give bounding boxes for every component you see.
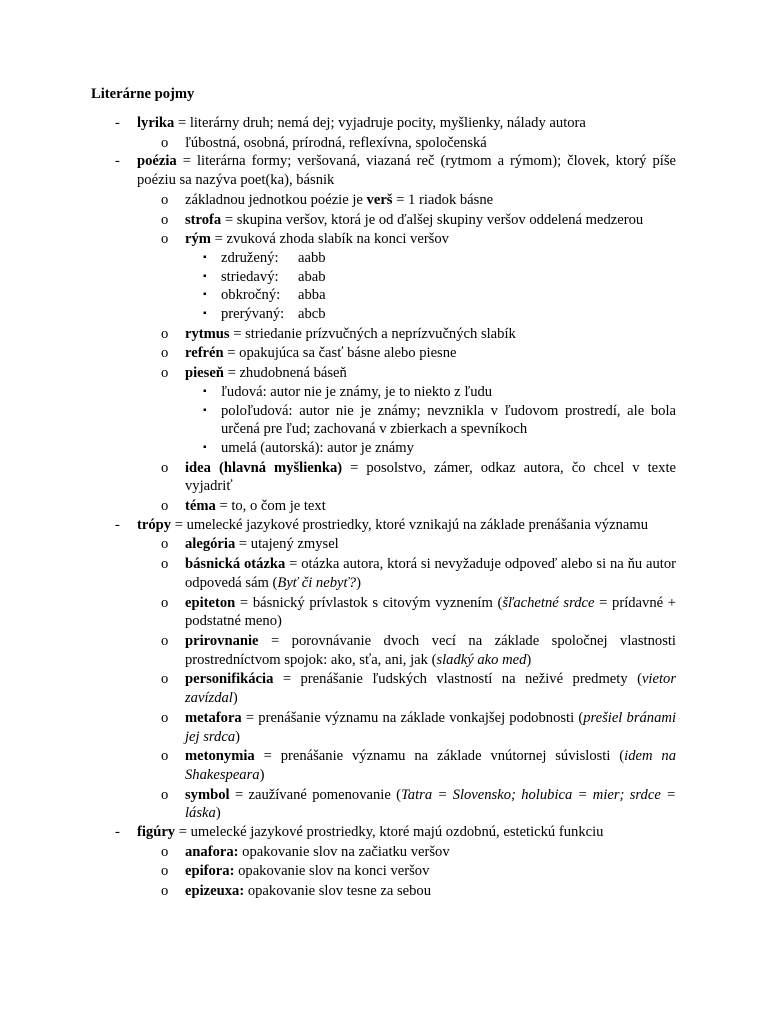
epiteton-definition: = básnický prívlastok s citovým vyznením ( bbox=[235, 594, 503, 611]
otazka-example: Byť či nebyť? bbox=[277, 574, 357, 591]
dash-bullet: - bbox=[115, 516, 120, 533]
page-title: Literárne pojmy bbox=[91, 86, 195, 102]
list-item-personifikacia bbox=[161, 670, 676, 707]
tema-definition: = to, o čom je text bbox=[215, 498, 326, 515]
list-item-rym-type bbox=[203, 268, 676, 287]
strofa-definition: = skupina veršov, ktorá je od ďalšej skupiny veršov oddelená medzerou bbox=[221, 211, 644, 228]
list-item-tema bbox=[161, 497, 676, 516]
piesen-type: ľudová: autor nie je známy, je to niekto z ľudu bbox=[221, 383, 493, 400]
list-item-epizeuxa bbox=[161, 882, 676, 901]
dash-bullet: - bbox=[115, 153, 120, 170]
square-bullet: ▪ bbox=[203, 270, 207, 282]
circle-bullet: o bbox=[161, 883, 169, 900]
list-item-metonymia bbox=[161, 747, 676, 784]
circle-bullet: o bbox=[161, 459, 169, 476]
list-item-rym-type bbox=[203, 305, 676, 324]
list-item-figury bbox=[115, 823, 676, 901]
term-prirovnanie: prirovnanie bbox=[185, 632, 259, 649]
term-rym: rým bbox=[185, 231, 211, 248]
list-item bbox=[161, 134, 676, 153]
personifikacia-definition: = prenášanie ľudských vlastností na neživé predmety ( bbox=[273, 671, 642, 688]
term-basnicka-otazka: básnická otázka bbox=[185, 556, 286, 573]
rym-type-name: striedavý: bbox=[221, 268, 279, 285]
term-epifora: epifora: bbox=[185, 863, 235, 880]
circle-bullet: o bbox=[161, 325, 169, 342]
list-item-piesen-type bbox=[203, 383, 676, 402]
figury-sublist bbox=[161, 843, 676, 901]
circle-bullet: o bbox=[161, 134, 169, 151]
term-epizeuxa: epizeuxa: bbox=[185, 883, 245, 900]
square-bullet: ▪ bbox=[203, 441, 207, 453]
list-item-rym-type bbox=[203, 286, 676, 305]
symbol-definition: = zaužívané pomenovanie ( bbox=[229, 786, 402, 803]
piesen-type: poloľudová: autor nie je známy; nevznikla v ľudovom prostredí, ale bola určená pre ľud; zachovaná v zbierkach a spevníkoch bbox=[221, 402, 676, 438]
vers-definition: = 1 riadok básne bbox=[392, 191, 494, 208]
alegoria-definition: = utajený zmysel bbox=[235, 536, 339, 553]
term-rytmus: rytmus bbox=[185, 325, 230, 342]
terms-list bbox=[115, 114, 676, 901]
lyrika-types: ľúbostná, osobná, prírodná, reflexívna, spoločenská bbox=[185, 134, 487, 151]
list-item-prirovnanie bbox=[161, 632, 676, 669]
list-item-poezia bbox=[115, 152, 676, 515]
epifora-definition: opakovanie slov na konci veršov bbox=[234, 863, 430, 880]
rym-pattern: aabb bbox=[298, 249, 326, 266]
circle-bullet: o bbox=[161, 632, 169, 649]
definition-tropy: = umelecké jazykové prostriedky, ktoré vznikajú na základe prenášania významu bbox=[171, 516, 648, 533]
rym-pattern: abab bbox=[298, 268, 326, 285]
circle-bullet: o bbox=[161, 498, 169, 515]
term-personifikacia: personifikácia bbox=[185, 671, 274, 688]
vers-intro: základnou jednotkou poézie je bbox=[185, 191, 367, 208]
term-epiteton: epiteton bbox=[185, 594, 236, 611]
epiteton-example: šľachetné srdce bbox=[502, 594, 595, 611]
personifikacia-example: vietor zavízdal bbox=[185, 671, 676, 707]
piesen-type: umelá (autorská): autor je známy bbox=[221, 439, 414, 456]
circle-bullet: o bbox=[161, 231, 169, 248]
rytmus-definition: = striedanie prízvučných a neprízvučných slabík bbox=[229, 325, 516, 342]
closing-paren: ) bbox=[259, 766, 265, 783]
list-item-piesen bbox=[161, 364, 676, 458]
term-symbol: symbol bbox=[185, 786, 230, 803]
circle-bullet: o bbox=[161, 671, 169, 688]
definition-poezia: = literárna formy; veršovaná, viazaná reč (rytmom a rýmom); človek, ktorý píše poéziu sa nazýva poet(ka), básnik bbox=[137, 153, 676, 189]
closing-paren: ) bbox=[356, 574, 361, 591]
rym-definition: = zvuková zhoda slabík na konci veršov bbox=[210, 231, 449, 248]
refren-definition: = opakujúca sa časť básne alebo piesne bbox=[223, 345, 457, 362]
metonymia-example: idem na Shakespeara bbox=[185, 748, 676, 783]
dash-bullet: - bbox=[115, 115, 120, 131]
poezia-sublist bbox=[161, 191, 676, 516]
prirovnanie-definition: = porovnávanie dvoch vecí na základe spoločnej vlastnosti prostredníctvom spojok: ako, sťa, ani, jak ( bbox=[185, 632, 676, 668]
otazka-definition: = otázka autora, ktorá si nevyžaduje odpoveď alebo si na ňu autor odpovedá sám ( bbox=[185, 556, 676, 591]
term-idea: idea (hlavná myšlienka) bbox=[185, 459, 343, 476]
square-bullet: ▪ bbox=[203, 404, 207, 416]
closing-paren: ) bbox=[215, 805, 221, 822]
dash-bullet: - bbox=[115, 824, 120, 841]
circle-bullet: o bbox=[161, 556, 169, 573]
closing-paren: ) bbox=[526, 651, 532, 668]
definition-lyrika: = literárny druh; nemá dej; vyjadruje pocity, myšlienky, nálady autora bbox=[174, 115, 586, 131]
rym-type-name: obkročný: bbox=[221, 287, 281, 304]
term-lyrika: lyrika bbox=[137, 115, 175, 131]
term-vers: verš bbox=[366, 191, 393, 208]
circle-bullet: o bbox=[161, 863, 169, 880]
square-bullet: ▪ bbox=[203, 251, 207, 263]
list-item-symbol bbox=[161, 786, 676, 823]
metafora-example: prešiel bránami jej srdca bbox=[185, 709, 676, 745]
list-item-basnicka-otazka bbox=[161, 555, 676, 592]
idea-definition: = posolstvo, zámer, odkaz autora, čo chcel v texte vyjadriť bbox=[185, 459, 676, 495]
closing-paren: ) bbox=[235, 728, 240, 745]
list-item-refren bbox=[161, 344, 676, 363]
list-item-piesen-type bbox=[203, 402, 676, 439]
epizeuxa-definition: opakovanie slov tesne za sebou bbox=[244, 883, 432, 900]
term-poezia: poézia bbox=[137, 153, 177, 170]
square-bullet: ▪ bbox=[203, 385, 207, 397]
circle-bullet: o bbox=[161, 786, 169, 803]
piesen-types-list bbox=[203, 383, 676, 458]
list-item-alegoria bbox=[161, 535, 676, 554]
square-bullet: ▪ bbox=[203, 289, 207, 301]
list-item-tropy bbox=[115, 516, 676, 823]
list-item-rym bbox=[161, 230, 676, 324]
term-anafora: anafora: bbox=[185, 843, 239, 860]
list-item-vers bbox=[161, 191, 676, 210]
list-item-metafora bbox=[161, 709, 676, 746]
list-item-idea bbox=[161, 459, 676, 496]
anafora-definition: opakovanie slov na začiatku veršov bbox=[238, 843, 450, 860]
circle-bullet: o bbox=[161, 594, 169, 611]
circle-bullet: o bbox=[161, 709, 169, 726]
list-item-rym-type bbox=[203, 249, 676, 268]
definition-block-tropy bbox=[137, 516, 676, 535]
rym-pattern: abba bbox=[298, 287, 326, 304]
term-figury: figúry bbox=[137, 824, 176, 841]
metafora-definition: = prenášanie významu na základe vonkajšej podobnosti ( bbox=[241, 709, 584, 726]
list-item-epiteton bbox=[161, 594, 676, 631]
list-item-epifora bbox=[161, 862, 676, 881]
metonymia-definition: = prenášanie významu na základe vnútornej súvislosti ( bbox=[254, 748, 625, 765]
symbol-example: Tatra = Slovensko; holubica = mier; srdce = láska bbox=[185, 786, 676, 822]
piesen-definition: = zhudobnená báseň bbox=[223, 365, 347, 382]
term-strofa: strofa bbox=[185, 211, 222, 228]
definition-block-poezia bbox=[137, 152, 676, 189]
definition-figury: = umelecké jazykové prostriedky, ktoré majú ozdobnú, estetickú funkciu bbox=[175, 824, 604, 841]
term-piesen: pieseň bbox=[185, 365, 224, 382]
rym-type-name: prerývaný: bbox=[221, 306, 285, 323]
rym-type-name: združený: bbox=[221, 249, 279, 266]
circle-bullet: o bbox=[161, 211, 169, 228]
circle-bullet: o bbox=[161, 843, 169, 860]
circle-bullet: o bbox=[161, 345, 169, 362]
term-alegoria: alegória bbox=[185, 536, 236, 553]
prirovnanie-example: sladký ako med bbox=[436, 651, 527, 668]
term-tropy: trópy bbox=[137, 516, 172, 533]
rym-types-list bbox=[203, 249, 676, 324]
term-metonymia: metonymia bbox=[185, 748, 255, 765]
circle-bullet: o bbox=[161, 748, 169, 765]
lyrika-sublist bbox=[161, 134, 676, 153]
term-metafora: metafora bbox=[185, 709, 242, 726]
term-refren: refrén bbox=[185, 345, 224, 362]
list-item-anafora bbox=[161, 843, 676, 862]
term-tema: téma bbox=[185, 498, 216, 515]
circle-bullet: o bbox=[161, 191, 169, 208]
closing-paren: ) bbox=[232, 690, 238, 707]
epiteton-note: = prídavné + podstatné meno) bbox=[185, 594, 676, 630]
list-item-piesen-type bbox=[203, 439, 676, 458]
list-item-rytmus bbox=[161, 325, 676, 344]
list-item-lyrika bbox=[115, 114, 676, 152]
square-bullet: ▪ bbox=[203, 308, 207, 320]
rym-pattern: abcb bbox=[298, 306, 326, 323]
circle-bullet: o bbox=[161, 536, 169, 553]
list-item-strofa bbox=[161, 211, 676, 230]
circle-bullet: o bbox=[161, 365, 169, 382]
tropy-sublist bbox=[161, 535, 676, 823]
